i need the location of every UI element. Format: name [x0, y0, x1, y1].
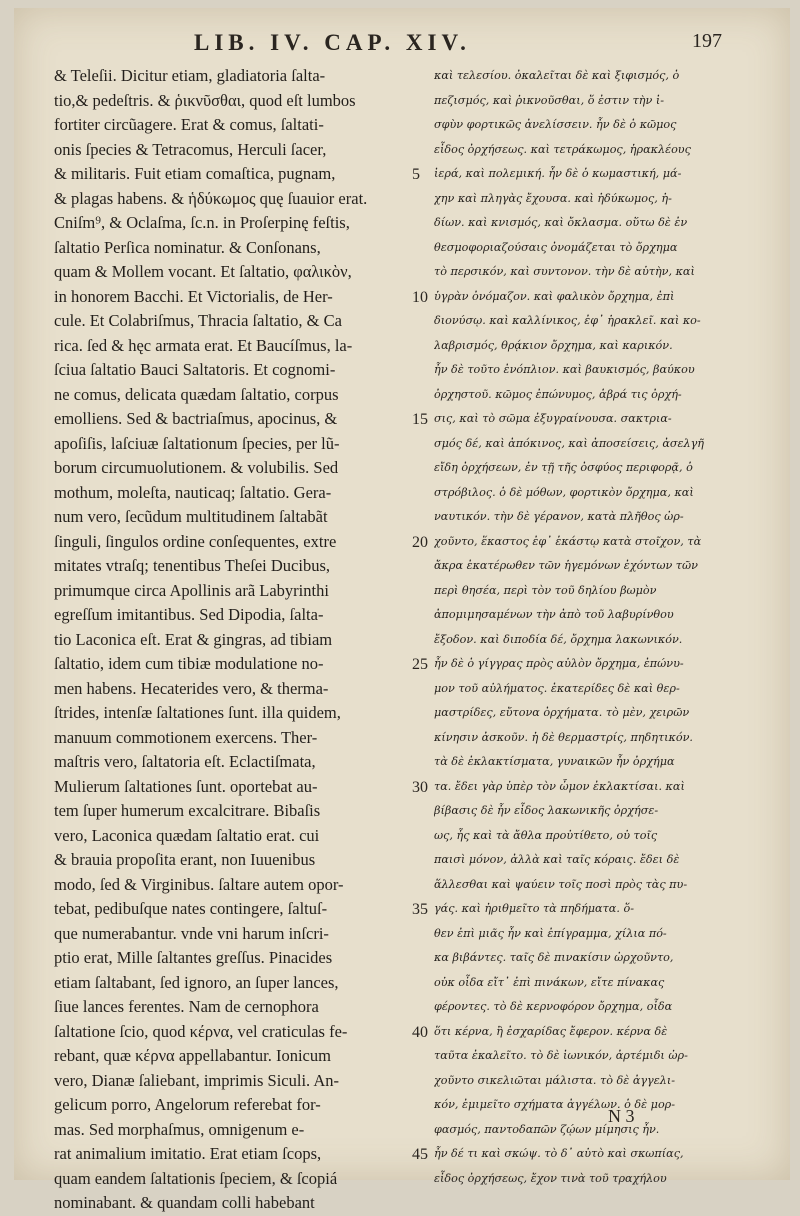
latin-text-line: vero, Laconica quædam ſaltatio erat. cui: [54, 825, 320, 845]
book-page: [14, 8, 790, 1212]
greek-text-line: σις, καὶ τὸ σῶμα ἐξυγραίνουσα. σακτρια-: [434, 412, 672, 425]
greek-text-line: λαβρισμός, θρᾴκιον ὄρχημα, καὶ καρικόν.: [434, 338, 673, 352]
greek-text-line: θεν ἐπὶ μιᾶς ἦν καὶ ἐπίγραμμα, χίλια πό-: [434, 926, 667, 940]
latin-text-line: apoſiſis, laſciuæ ſaltationum ſpecies, per lũ-: [54, 433, 340, 453]
latin-text-line: num vero, ſecũdum multitudinem ſaltabãt: [54, 507, 328, 526]
latin-text-line: & brauia propoſita erant, non Iuuenibus: [54, 850, 316, 869]
greek-text-line: φασμός, παντοδαπῶν ζῴων μίμησις ἦν.: [434, 1122, 660, 1136]
latin-text-line: tio Laconica eſt. Erat & gingras, ad tibiam: [54, 629, 333, 649]
greek-text-line: διονύσῳ. καὶ καλλίνικος, ἐφ᾽ ἡρακλεῖ. καὶ κο-: [434, 314, 701, 327]
greek-text-line: ἦν δέ τι καὶ σκώψ. τὸ δ᾽ αὐτὸ καὶ σκωπίας,: [434, 1147, 684, 1160]
latin-text-line: manuum commotionem exercens. Ther-: [54, 727, 318, 747]
line-number: 45: [412, 1146, 428, 1163]
greek-text-line: ὑγρὰν ὀνόμαζον. καὶ φαλικὸν ὄρχημα, ἐπὶ: [434, 289, 675, 303]
greek-text-line: βίβασις δὲ ἦν εἶδος λακωνικῆς ὀρχήσε-: [434, 804, 659, 817]
greek-text-line: τὰ δὲ ἐκλακτίσματα, γυναικῶν ἦν ὀρχήμα: [434, 755, 675, 768]
latin-text-line: gelicum porro, Angelorum referebat for-: [54, 1095, 321, 1114]
latin-text-line: in honorem Bacchi. Et Victorialis, de Her-: [54, 286, 333, 306]
latin-text-line: & militaris. Fuit etiam comaſtica, pugnam,: [54, 164, 336, 183]
latin-column: [54, 64, 416, 1216]
latin-text-line: nominabant. & quandam colli habebant: [54, 1193, 315, 1212]
latin-text-line: ſaltatio, idem cum tibiæ modulatione no-: [54, 654, 324, 673]
greek-text-line: κόν, ἐμιμεῖτο σχήματα ἀγγέλων. ὁ δὲ μορ-: [434, 1098, 676, 1111]
latin-text-line: emolliens. Sed & bactriaſmus, apocinus, &: [54, 409, 338, 428]
latin-text-line: cule. Et Colabriſmus, Thracia ſaltatio, & Ca: [54, 311, 342, 330]
latin-text-line: Mulierum ſaltationes ſunt. oportebat au-: [54, 776, 318, 796]
greek-text-line: τα. ἔδει γὰρ ὑπὲρ τὸν ὦμον ἐκλακτίσαι. καὶ: [434, 779, 685, 793]
signature-mark: N 3: [608, 1106, 635, 1126]
latin-text-line: modo, ſed & Virginibus. ſaltare autem opor-: [54, 874, 344, 894]
latin-text-line: fortiter circũagere. Erat & comus, ſaltati-: [54, 115, 324, 134]
line-number: 5: [412, 166, 420, 183]
latin-text-line: tebat, pedibuſque nates contingere, ſaltuſ-: [54, 899, 328, 918]
latin-text-line: tio,& pedeſtris. & ῥικνῦσθαι, quod eſt lumbos: [54, 90, 356, 110]
greek-text-line: εἶδος ὀρχήσεως, ἔχον τινὰ τοῦ τραχήλου: [434, 1171, 667, 1185]
greek-text-line: χην καὶ πληγὰς ἔχουσα. καὶ ἡδύκωμος, ἡ-: [434, 191, 672, 205]
greek-text-line: κα βιβάντες. ταῖς δὲ πινακίσιν ὠρχοῦντο,: [434, 951, 674, 964]
latin-text-line: rica. ſed & hęc armata erat. Et Baucíſmus, la-: [54, 335, 353, 355]
latin-text-line: tem ſuper humerum excalcitrare. Bibaſis: [54, 801, 321, 820]
greek-text-line: ταῦτα ἐκαλεῖτο. τὸ δὲ ἰωνικόν, ἀρτέμιδι ὠρ-: [434, 1049, 688, 1062]
latin-text-line: Cniſm⁹, & Oclaſma, ſc.n. in Proſerpinę feſtis,: [54, 213, 350, 232]
greek-text-line: εἴδη ὀρχήσεων, ἐν τῇ τῆς ὀσφύος περιφορᾷ, ὁ: [434, 461, 693, 474]
greek-text-line: σμός δέ, καὶ ἀπόκινος, καὶ ἀποσείσεις, ἀσελγῆ: [434, 436, 705, 450]
greek-text-line: ἀπομιμησαμένων τὴν ἀπὸ τοῦ λαβυρίνθου: [434, 608, 674, 621]
greek-text-line: μαστρίδες, εὔτονα ὀρχήματα. τὸ μὲν, χειρῶν: [434, 706, 690, 719]
latin-text-line: ſtrides, intenſæ ſaltationes ſunt. illa quidem,: [54, 703, 341, 722]
greek-text-line: γάς. καὶ ἠριθμεῖτο τὰ πηδήματα. ὅ-: [434, 902, 634, 915]
latin-text-line: vero, Dianæ ſaliebant, imprimis Siculi. An-: [54, 1070, 340, 1090]
page-number: 197: [692, 30, 722, 52]
latin-text-line: etiam ſaltabant, ſed ignoro, an ſuper lances,: [54, 972, 339, 992]
latin-text-line: ſciua ſaltatio Bauci Saltatoris. Et cognomi-: [54, 360, 336, 379]
latin-text-line: ſiue lances ferentes. Nam de cernophora: [54, 997, 319, 1016]
greek-text-line: κίνησιν ἀσκοῦν. ἡ δὲ θερμαστρίς, πηδητικόν.: [434, 730, 693, 744]
line-number: 20: [412, 533, 428, 551]
latin-text-line: ſaltatio Perſica nominatur. & Conſonans,: [54, 237, 321, 257]
greek-text-line: παισὶ μόνον, ἀλλὰ καὶ ταῖς κόραις. ἔδει δὲ: [434, 853, 680, 866]
greek-text-line: φέροντες. τὸ δὲ κερνοφόρον ὄρχημα, οἶδα: [434, 1000, 673, 1013]
greek-text-line: ἱερά, καὶ πολεμική. ἦν δὲ ὁ κωμαστική, μά-: [434, 167, 682, 180]
greek-text-line: χοῦντο σικελιῶται μάλιστα. τὸ δὲ ἀγγελι-: [434, 1073, 676, 1087]
greek-text-line: ως, ἧς καὶ τὰ ἄθλα προὐτίθετο, οὐ τοῖς: [434, 828, 658, 842]
greek-text-line: οὐκ οἶδα εἴτ᾽ ἐπὶ πινάκων, εἴτε πίνακας: [434, 975, 665, 989]
greek-text-line: ὀρχηστοῦ. κῶμος ἐπώνυμος, ἁβρά τις ὀρχή-: [434, 387, 682, 401]
latin-text-line: mas. Sed morphaſmus, omnigenum e-: [54, 1119, 305, 1139]
latin-text-line: men habens. Hecaterides vero, & therma-: [54, 678, 329, 698]
greek-text-line: περὶ θησέα, περὶ τὸν τοῦ δηλίου βωμὸν: [434, 583, 657, 597]
latin-text-line: & Teleſii. Dicitur etiam, gladiatoria ſalta-: [54, 66, 326, 85]
line-number: 10: [412, 288, 428, 306]
greek-text-line: πεζισμός, καὶ ῥικνοῦσθαι, ὅ ἐστιν τὴν ἰ-: [434, 93, 665, 107]
latin-text-line: ptio erat, Mille ſaltantes greſſus. Pinacides: [54, 948, 333, 967]
latin-text-line: borum circumuolutionem. & volubilis. Sed: [54, 458, 339, 477]
greek-column: [434, 64, 770, 1191]
line-number: 30: [412, 778, 428, 796]
greek-text-line: ὅτι κέρνα, ἢ ἐσχαρίδας ἔφερον. κέρνα δὲ: [434, 1024, 668, 1038]
greek-text-line: ἄκρα ἑκατέρωθεν τῶν ἡγεμόνων ἐχόντων τῶν: [434, 559, 698, 572]
latin-text-line: mitates vtraſq; tenentibus Theſei Ducibus,: [54, 556, 331, 575]
latin-text-line: que numerabantur. vnde vni harum inſcri-: [54, 923, 329, 943]
greek-text-line: ἅλλεσθαι καὶ ψαύειν τοῖς ποσὶ πρὸς τὰς πυ-: [434, 877, 688, 891]
greek-text-line: ἔξοδον. καὶ διποδία δέ, ὄρχημα λακωνικόν.: [434, 632, 683, 646]
greek-text-line: τὸ περσικόν, καὶ συντονον. τὴν δὲ αὐτὴν, καὶ: [434, 265, 695, 278]
greek-text-line: ἦν δὲ τοῦτο ἐνόπλιον. καὶ βαυκισμός, βαύκου: [434, 363, 695, 376]
line-number: 25: [412, 656, 428, 673]
line-number: 35: [412, 901, 428, 918]
latin-text-line: & plagas habens. & ἡδύκωμος quę ſuauior erat.: [54, 188, 368, 208]
latin-text-line: onis ſpecies & Tetracomus, Herculi ſacer,: [54, 139, 327, 159]
latin-text-line: maſtris vero, ſaltatoria eſt. Eclactiſmata,: [54, 752, 316, 771]
latin-text-line: quam eandem ſaltationis ſpeciem, & ſcopiá: [54, 1168, 338, 1188]
latin-text-line: ſaltatione ſcio, quod κέρνα, vel craticulas fe-: [54, 1021, 348, 1041]
latin-text-line: ſinguli, ſingulos ordine conſequentes, extre: [54, 531, 337, 551]
latin-text-line: primumque circa Apollinis arã Labyrinthi: [54, 580, 329, 600]
latin-text-line: quam & Mollem vocant. Et ſaltatio, φαλικὸν,: [54, 262, 352, 281]
greek-text-line: σφὺν φορτικῶς ἀνελίσσειν. ἦν δὲ ὁ κῶμος: [434, 118, 677, 131]
latin-text-line: mothum, moleſta, nauticaq; ſaltatio. Gera-: [54, 482, 332, 502]
greek-text-line: καὶ τελεσίου. ὀκαλεῖται δὲ καὶ ξιφισμός, ὁ: [434, 69, 680, 82]
greek-text-line: μον τοῦ αὐλήματος. ἑκατερίδες δὲ καὶ θερ-: [434, 681, 680, 695]
greek-text-line: δίων. καὶ κνισμός, καὶ ὄκλασμα. οὕτω δὲ ἐν: [434, 216, 688, 229]
latin-text-line: rebant, quæ κέρνα appellabantur. Ionicum: [54, 1046, 331, 1065]
latin-text-line: egreſſum imitantibus. Sed Dipodia, ſalta-: [54, 605, 324, 624]
running-head: LIB. IV. CAP. XIV.: [194, 30, 471, 55]
latin-text-line: ne comus, delicata quædam ſaltatio, corpus: [54, 384, 339, 404]
greek-text-line: στρόβιλος. ὁ δὲ μόθων, φορτικὸν ὄρχημα, καὶ: [434, 485, 694, 499]
greek-text-line: χοῦντο, ἕκαστος ἐφ᾽ ἑκάστῳ κατὰ στοῖχον, τὰ: [434, 534, 702, 548]
greek-text-line: ναυτικόν. τὴν δὲ γέρανον, κατὰ πλῆθος ὠρ-: [434, 510, 684, 523]
line-number: 15: [412, 411, 428, 428]
greek-text-line: εἶδος ὀρχήσεως. καὶ τετράκωμος, ἡρακλέους: [434, 142, 691, 156]
latin-text-line: rat animalium imitatio. Erat etiam ſcops,: [54, 1144, 322, 1163]
greek-text-line: ἦν δὲ ὁ γίγγρας πρὸς αὐλὸν ὄρχημα, ἐπώνυ-: [434, 657, 684, 670]
line-number: 40: [412, 1023, 428, 1041]
greek-text-line: θεσμοφοριαζούσαις ὀνομάζεται τὸ ὄρχημα: [434, 240, 678, 254]
